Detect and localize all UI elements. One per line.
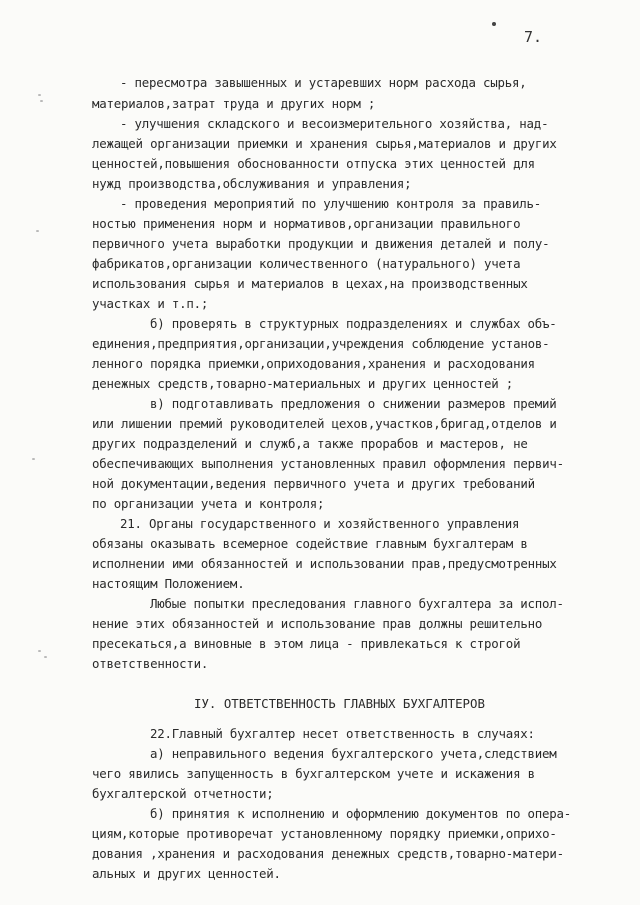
text-line: использования сырья и материалов в цехах,на производственных (92, 276, 528, 291)
scan-speck (38, 94, 41, 96)
text-line: обеспечивающих выполнения установленных правил оформления первич- (92, 456, 564, 471)
text-line: материалов,затрат труда и других норм ; (92, 96, 376, 111)
text-line: пресекаться,а виновные в этом лица - привлекаться к строгой (92, 636, 521, 651)
text-line: фабрикатов,организации количественного (натурального) учета (92, 256, 521, 271)
text-line: 21. Органы государственного и хозяйственного управления (120, 516, 520, 531)
text-line: нужд производства,обслуживания и управления; (92, 176, 412, 191)
text-line: чего явились запущенность в бухгалтерском учете и искажения в (92, 766, 535, 781)
text-line: а) неправильного ведения бухгалтерского учета,следствием (150, 746, 557, 761)
page-dot-mark (492, 22, 496, 26)
text-line: обязаны оказывать всемерное содействие главным бухгалтерам в (92, 536, 528, 551)
text-line: денежных средств,товарно-материальных и других ценностей ; (92, 376, 514, 391)
scan-speck (38, 650, 41, 652)
text-line: ностью применения норм и нормативов,организации правильного (92, 216, 521, 231)
text-line: единения,предприятия,организации,учреждения соблюдение установ- (92, 336, 550, 351)
text-line: исполнении ими обязанностей и использовании прав,предусмотренных (92, 556, 557, 571)
text-line: первичного учета выработки продукции и движения деталей и полу- (92, 236, 550, 251)
text-line: ценностей,повышения обоснованности отпуска этих ценностей для (92, 156, 535, 171)
text-line: в) подготавливать предложения о снижении размеров премий (150, 396, 557, 411)
text-line: ной документации,ведения первичного учета и других требований (92, 476, 535, 491)
text-line: ленного порядка приемки,оприходования,хранения и расходования (92, 356, 535, 371)
text-line: 22.Главный бухгалтер несет ответственность в случаях: (150, 726, 535, 741)
text-line: других подразделений и служб,а также прорабов и мастеров, не (92, 436, 528, 451)
text-line: лежащей организации приемки и хранения сырья,материалов и других (92, 136, 557, 151)
text-line: Любые попытки преследования главного бухгалтера за испол- (150, 596, 564, 611)
text-line: или лишении премий руководителей цехов,участков,бригад,отделов и (92, 416, 557, 431)
scan-speck (40, 100, 43, 102)
text-line: по организации учета и контроля; (92, 496, 325, 511)
section-heading: IУ. ОТВЕТСТВЕННОСТЬ ГЛАВНЫХ БУХГАЛТЕРОВ (194, 696, 485, 711)
text-line: б) принятия к исполнению и оформлению документов по опера- (150, 806, 572, 821)
text-line: б) проверять в структурных подразделениях и службах объ- (150, 316, 557, 331)
text-line: бухгалтерской отчетности; (92, 786, 274, 801)
text-line: настоящим Положением. (92, 576, 245, 591)
text-line: нение этих обязанностей и использование прав должны решительно (92, 616, 543, 631)
text-line: альных и других ценностей. (92, 866, 281, 881)
text-line: - улучшения складского и весоизмерительного хозяйства, над- (120, 116, 549, 131)
scan-speck (44, 656, 47, 658)
scan-speck (32, 458, 35, 460)
text-line: участках и т.п.; (92, 296, 209, 311)
text-line: - пересмотра завышенных и устаревших норм расхода сырья, (120, 75, 527, 90)
text-line: - проведения мероприятий по улучшению контроля за правиль- (120, 196, 542, 211)
page-number: 7. (524, 28, 543, 46)
text-line: дования ,хранения и расходования денежных средств,товарно-матери- (92, 846, 564, 861)
scan-speck (36, 230, 39, 232)
text-line: циям,которые противоречат установленному порядку приемки,оприхо- (92, 826, 557, 841)
text-line: ответственности. (92, 656, 209, 671)
